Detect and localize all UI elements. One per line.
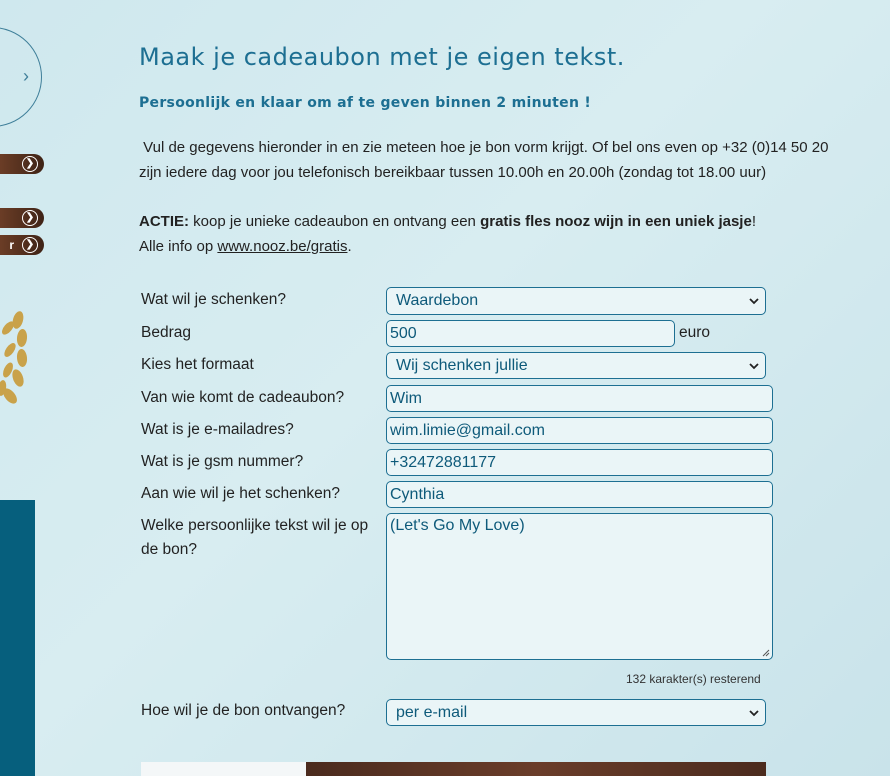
amount-label: Bedrag (141, 324, 191, 341)
chevron-right-icon: ❯ (22, 210, 38, 226)
promo-text (139, 209, 756, 259)
from-input-value: Wim (390, 389, 422, 407)
amount-input[interactable] (386, 320, 675, 347)
promo-highlight: gratis fles nooz wijn in een uniek jasje (480, 213, 752, 230)
promo-info-prefix: Alle info op (139, 238, 218, 255)
promo-info-suffix: . (347, 238, 352, 255)
delivery-select-value: per e-mail (396, 703, 468, 721)
character-counter: 132 karakter(s) resterend (626, 672, 761, 686)
intro-text (139, 135, 890, 185)
to-label: Aan wie wil je het schenken? (141, 485, 341, 502)
email-input[interactable] (386, 417, 773, 444)
sidebar-panel (0, 500, 35, 776)
sidebar-button-1[interactable] (0, 154, 44, 174)
page-title: Maak je cadeaubon met je eigen tekst. (139, 43, 625, 71)
intro-line-2: zijn iedere dag voor jou telefonisch bereikbaar tussen 10.00h en 20.00h (zondag tot 18.00 uur) (139, 164, 767, 181)
what-select-value: Waardebon (396, 292, 479, 309)
promo-link[interactable]: www.nooz.be/gratis (217, 238, 348, 255)
chevron-right-icon: ❯ (22, 237, 38, 253)
format-select-value: Wij schenken jullie (396, 356, 528, 374)
email-label: Wat is je e-mailadres? (141, 421, 294, 438)
chevron-right-icon: › (23, 66, 29, 86)
laurel-icon (0, 308, 30, 418)
email-input-value: wim.limie@gmail.com (390, 421, 545, 439)
text-label-line-1: Welke persoonlijke tekst wil je op (141, 517, 369, 534)
page-subtitle: Persoonlijk en klaar om af te geven binnen 2 minuten ! (139, 95, 592, 111)
from-label: Van wie komt de cadeaubon? (141, 389, 345, 406)
what-label: Wat wil je schenken? (141, 291, 287, 308)
sidebar-button-2[interactable] (0, 208, 44, 228)
chevron-down-icon (749, 296, 759, 306)
preview-area-right (306, 762, 766, 776)
what-select[interactable] (386, 287, 766, 315)
gsm-input-value: +32472881177 (390, 453, 497, 471)
gsm-label: Wat is je gsm nummer? (141, 453, 304, 470)
promo-text-2: ! (751, 213, 756, 230)
promo-label: ACTIE: (139, 213, 189, 230)
chevron-down-icon (749, 708, 759, 718)
format-select[interactable] (386, 352, 766, 379)
chevron-right-icon: ❯ (22, 156, 38, 172)
format-label: Kies het formaat (141, 356, 254, 373)
delivery-label: Hoe wil je de bon ontvangen? (141, 702, 346, 719)
message-textarea[interactable] (386, 513, 773, 660)
intro-line-1: Vul de gegevens hieronder in en zie meteen hoe je bon vorm krijgt. Of bel ons even op +32 (0)14 50 20 (139, 139, 829, 156)
message-textarea-value: (Let's Go My Love) (390, 517, 525, 534)
sidebar-button-3[interactable] (0, 235, 44, 255)
resize-handle-icon[interactable] (762, 649, 770, 657)
amount-unit: euro (679, 324, 711, 341)
to-input[interactable] (386, 481, 773, 508)
gsm-input[interactable] (386, 449, 773, 476)
promo-text-1: koop je unieke cadeaubon en ontvang een (189, 213, 481, 230)
amount-input-value: 500 (390, 324, 417, 342)
sidebar-button-label: r (9, 238, 14, 252)
text-label-line-2: de bon? (141, 541, 198, 558)
from-input[interactable] (386, 385, 773, 412)
sidebar-circle-button[interactable] (0, 27, 42, 127)
delivery-select[interactable] (386, 699, 766, 726)
chevron-down-icon (749, 361, 759, 371)
to-input-value: Cynthia (390, 485, 445, 503)
preview-area-left (141, 762, 306, 776)
